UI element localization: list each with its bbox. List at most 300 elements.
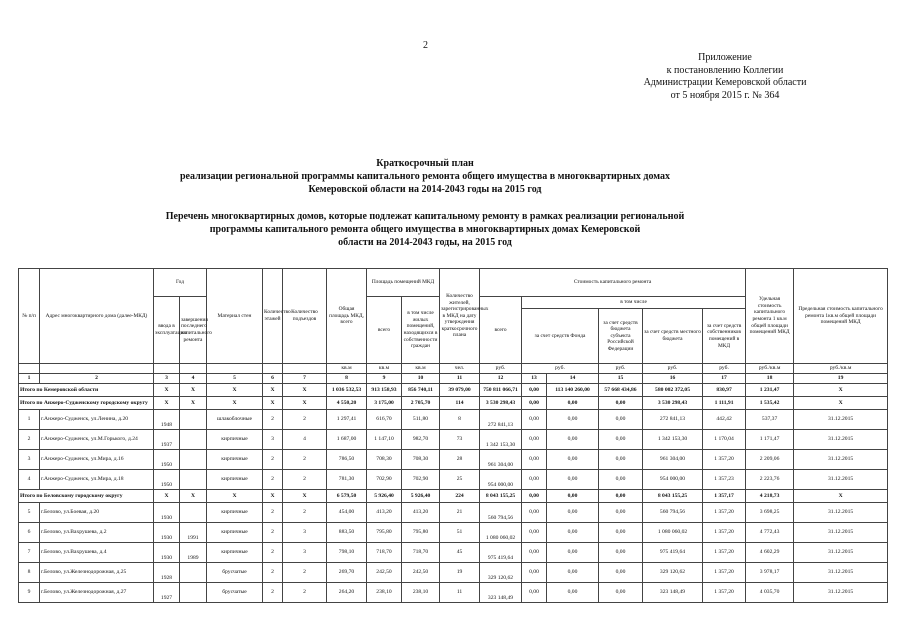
row-cell: 31.12.2015	[794, 503, 888, 523]
row-cell: 961 304,00	[480, 450, 522, 470]
row-cell: 413,20	[402, 503, 440, 523]
summary-cell: 1 357,17	[703, 490, 746, 503]
unit-cell: руб.	[522, 364, 599, 374]
summary-row	[19, 384, 888, 397]
unit-cell: руб.	[703, 364, 746, 374]
row-cell: 31.12.2015	[794, 583, 888, 603]
row-cell: 4	[283, 430, 327, 450]
row-cell: 781,30	[327, 470, 367, 490]
summary-cell: 580 002 372,05	[643, 384, 703, 397]
row-cell: 1 357,20	[703, 450, 746, 470]
row-cell: 19	[440, 563, 480, 583]
row-cell	[180, 563, 207, 583]
row-cell: 4 035,70	[746, 583, 794, 603]
column-number: 18	[746, 374, 794, 384]
unit-cell: руб.	[599, 364, 643, 374]
summary-cell: X	[283, 397, 327, 410]
unit-cell: руб.	[480, 364, 522, 374]
header-unit-cost: Удельная стоимость капитального ремонта 1 кв.м общей площади помещений МКД	[746, 269, 794, 364]
header-address: Адрес многоквартирного дома (далее-МКД)	[40, 269, 154, 364]
column-number: 16	[643, 374, 703, 384]
row-cell: 708,30	[402, 450, 440, 470]
row-cell: 1 357,20	[703, 523, 746, 543]
row-cell: 511,80	[402, 410, 440, 430]
row-cell: 0,00	[547, 503, 599, 523]
row-cell: 0,00	[599, 523, 643, 543]
row-cell: 31.12.2015	[794, 470, 888, 490]
row-cell: 1 170,04	[703, 430, 746, 450]
subtitle-line: области на 2014-2043 годы, на 2015 год	[338, 237, 512, 248]
row-cell: 329 120,62	[643, 563, 703, 583]
header-year-repair: завершения последнего капитального ремонта	[180, 297, 207, 364]
title-line: Краткосрочный план	[376, 158, 474, 169]
column-number: 3	[154, 374, 180, 384]
column-number: 13	[522, 374, 547, 384]
row-number: 2	[19, 430, 40, 450]
subtitle-line: Перечень многоквартирных домов, которые подлежат капитальному ремонту в рамках реализации региональной	[165, 211, 685, 222]
row-cell: 3 978,17	[746, 563, 794, 583]
summary-cell: 3 530 298,43	[480, 397, 522, 410]
row-cell: 2	[263, 450, 283, 470]
row-cell: 31.12.2015	[794, 450, 888, 470]
table-row	[19, 430, 888, 450]
row-cell: 0,00	[547, 583, 599, 603]
summary-cell: 113 140 260,00	[547, 384, 599, 397]
annex-block	[600, 52, 850, 102]
header-premises-area: Площадь помещений МКД	[367, 269, 440, 297]
summary-cell: 750 811 066,71	[480, 384, 522, 397]
summary-cell: 0,00	[599, 397, 643, 410]
row-address: г.Анжеро-Судженск, ул.Мира, д.16	[40, 450, 154, 470]
row-cell: 708,30	[367, 450, 402, 470]
row-cell: брусчатые	[207, 563, 263, 583]
row-cell: 238,10	[367, 583, 402, 603]
row-cell: 1950	[154, 470, 180, 490]
row-cell: 795,80	[402, 523, 440, 543]
header-floors: Количество этажей	[263, 269, 283, 364]
row-cell: 883,50	[327, 523, 367, 543]
row-cell: 1 357,20	[703, 543, 746, 563]
row-number: 6	[19, 523, 40, 543]
row-cell: 2	[283, 470, 327, 490]
annex-line: от 5 ноября 2015 г. № 364	[670, 89, 780, 101]
summary-cell: X	[180, 490, 207, 503]
row-cell: кирпичные	[207, 450, 263, 470]
summary-cell: 4 550,20	[327, 397, 367, 410]
summary-cell: X	[154, 490, 180, 503]
row-number: 8	[19, 563, 40, 583]
row-cell: 2	[263, 503, 283, 523]
summary-label: Итого по Кемеровской области	[19, 384, 154, 397]
row-cell: 2	[263, 523, 283, 543]
row-cell: 2	[263, 543, 283, 563]
row-address: г.Анжеро-Судженск, ул.Ленина, д.20	[40, 410, 154, 430]
row-cell: 0,00	[547, 543, 599, 563]
summary-cell: 1 111,91	[703, 397, 746, 410]
row-cell: 73	[440, 430, 480, 450]
row-cell: 1 687,00	[327, 430, 367, 450]
row-cell: 1930	[154, 523, 180, 543]
row-cell: 1991	[180, 523, 207, 543]
row-cell: 0,00	[522, 583, 547, 603]
summary-cell: 3 175,00	[367, 397, 402, 410]
column-number: 9	[367, 374, 402, 384]
row-cell: 1989	[180, 543, 207, 563]
summary-cell: X	[154, 384, 180, 397]
row-cell: 2 223,76	[746, 470, 794, 490]
row-cell: 0,00	[522, 523, 547, 543]
row-cell: 1 357,20	[703, 503, 746, 523]
summary-cell: 1 036 532,53	[327, 384, 367, 397]
summary-cell: X	[207, 490, 263, 503]
summary-cell: 114	[440, 397, 480, 410]
summary-cell: X	[180, 384, 207, 397]
page-number: 2	[423, 40, 428, 51]
row-cell: кирпичные	[207, 543, 263, 563]
document-subtitle	[100, 210, 750, 249]
column-number: 6	[263, 374, 283, 384]
row-number: 9	[19, 583, 40, 603]
row-cell: 0,00	[547, 563, 599, 583]
document-title	[100, 157, 750, 196]
row-cell	[180, 450, 207, 470]
row-cell: 0,00	[522, 430, 547, 450]
summary-cell: 8 043 155,25	[480, 490, 522, 503]
column-number: 14	[547, 374, 599, 384]
row-address: г.Анжеро-Судженск, ул.М.Горького, д.24	[40, 430, 154, 450]
row-cell: 31.12.2015	[794, 410, 888, 430]
row-cell: 454,00	[327, 503, 367, 523]
row-cell: 0,00	[547, 450, 599, 470]
row-cell: 0,00	[547, 410, 599, 430]
row-address: г.Белово, ул.Боевая, д.20	[40, 503, 154, 523]
row-cell: 323 148,49	[480, 583, 522, 603]
summary-cell: X	[207, 397, 263, 410]
unit-cell: руб.	[643, 364, 703, 374]
summary-cell: 0,00	[599, 490, 643, 503]
summary-cell: X	[794, 384, 888, 397]
row-cell: 2	[283, 563, 327, 583]
summary-label: Итого по Беловскому городскому округу	[19, 490, 154, 503]
row-cell: 795,80	[367, 523, 402, 543]
row-cell: 0,00	[547, 523, 599, 543]
row-cell: 2	[263, 470, 283, 490]
header-residents: Количество жителей, зарегистрированных в МКД на дату утверждения краткосрочного плана	[440, 269, 480, 364]
row-cell: 323 148,49	[643, 583, 703, 603]
row-cell: 0,00	[522, 503, 547, 523]
row-cell: 272 841,13	[480, 410, 522, 430]
unit-cell: чел.	[440, 364, 480, 374]
row-number: 7	[19, 543, 40, 563]
header-cost: Стоимость капитального ремонта	[480, 269, 746, 297]
row-cell: 1 171,47	[746, 430, 794, 450]
table-row	[19, 523, 888, 543]
summary-cell: 5 926,40	[367, 490, 402, 503]
row-cell: 31.12.2015	[794, 563, 888, 583]
title-line: реализации региональной программы капитального ремонта общего имущества в многоквартирных домах	[179, 171, 671, 182]
row-cell: 560 794,56	[480, 503, 522, 523]
row-cell: 0,00	[522, 450, 547, 470]
row-cell: 3	[263, 430, 283, 450]
column-number: 8	[327, 374, 367, 384]
row-cell: 1 080 060,02	[480, 523, 522, 543]
title-line: Кемеровской области на 2014-2043 годы на 2015 год	[308, 184, 542, 195]
row-cell: 413,20	[367, 503, 402, 523]
row-cell: 0,00	[599, 543, 643, 563]
column-number: 10	[402, 374, 440, 384]
summary-cell: 8 043 155,25	[643, 490, 703, 503]
row-cell: 1930	[154, 543, 180, 563]
row-address: г.Белово, ул.Вахрушева, д.4	[40, 543, 154, 563]
row-cell: 954 000,00	[643, 470, 703, 490]
row-cell: кирпичные	[207, 470, 263, 490]
row-cell: 31.12.2015	[794, 543, 888, 563]
row-cell: 1 357,20	[703, 583, 746, 603]
row-cell: 2	[283, 410, 327, 430]
row-cell: 982,70	[402, 430, 440, 450]
summary-cell: 913 158,93	[367, 384, 402, 397]
summary-cell: X	[263, 490, 283, 503]
annex-line: Приложение	[698, 52, 752, 63]
row-address: г.Белово, ул.Вахрушева, д.2	[40, 523, 154, 543]
row-cell: 242,50	[402, 563, 440, 583]
row-cell: 2	[263, 583, 283, 603]
summary-cell: 1 535,42	[746, 397, 794, 410]
row-cell: 718,70	[367, 543, 402, 563]
summary-cell: X	[180, 397, 207, 410]
row-number: 3	[19, 450, 40, 470]
column-number: 12	[480, 374, 522, 384]
table-row	[19, 583, 888, 603]
row-cell: 242,50	[367, 563, 402, 583]
row-cell: 786,50	[327, 450, 367, 470]
row-cell: 51	[440, 523, 480, 543]
row-cell: 269,70	[327, 563, 367, 583]
header-year: Год	[154, 269, 207, 297]
row-cell: 1928	[154, 563, 180, 583]
summary-cell: 1 231,47	[746, 384, 794, 397]
row-cell: 0,00	[522, 563, 547, 583]
row-cell: 0,00	[599, 503, 643, 523]
column-number: 15	[599, 374, 643, 384]
column-number: 2	[40, 374, 154, 384]
row-cell: 2	[283, 503, 327, 523]
row-cell	[180, 410, 207, 430]
row-cell	[180, 583, 207, 603]
row-cell: 4 772,43	[746, 523, 794, 543]
header-cost-local: за счет средств местного бюджета	[643, 309, 703, 364]
row-cell: кирпичные	[207, 523, 263, 543]
row-cell: 1930	[154, 503, 180, 523]
row-cell: 0,00	[547, 470, 599, 490]
row-cell: 798,10	[327, 543, 367, 563]
header-cost-total: всего	[480, 297, 522, 364]
header-max-cost: Предельная стоимость капитального ремонта 1кв.м общей площади помещений МКД	[794, 269, 888, 364]
summary-cell: 0,00	[522, 397, 547, 410]
row-cell: 238,10	[402, 583, 440, 603]
row-cell: 1 342 153,30	[643, 430, 703, 450]
row-cell: 702,90	[402, 470, 440, 490]
column-number: 11	[440, 374, 480, 384]
summary-row	[19, 490, 888, 503]
row-cell: 31.12.2015	[794, 430, 888, 450]
row-cell: кирпичные	[207, 503, 263, 523]
row-number: 5	[19, 503, 40, 523]
row-cell: 0,00	[599, 563, 643, 583]
row-cell: 1 080 060,02	[643, 523, 703, 543]
subtitle-line: программы капитального ремонта общего имущества в многоквартирных домах Кемеровской	[209, 224, 641, 235]
row-cell: 8	[440, 410, 480, 430]
row-cell: 442,42	[703, 410, 746, 430]
row-cell: 264,20	[327, 583, 367, 603]
table-row	[19, 450, 888, 470]
row-cell: 0,00	[522, 410, 547, 430]
row-cell: 616,70	[367, 410, 402, 430]
summary-cell: 0,00	[522, 490, 547, 503]
row-cell: брусчатые	[207, 583, 263, 603]
row-cell: 329 120,62	[480, 563, 522, 583]
row-address: г.Белово, ул.Железнодорожная, д.25	[40, 563, 154, 583]
unit-cell: кв.м	[367, 364, 402, 374]
summary-cell: 6 579,50	[327, 490, 367, 503]
row-cell: 3	[283, 523, 327, 543]
annex-line: Администрации Кемеровской области	[643, 77, 807, 88]
row-cell: 0,00	[599, 410, 643, 430]
row-number: 1	[19, 410, 40, 430]
column-number: 19	[794, 374, 888, 384]
row-cell: 0,00	[522, 543, 547, 563]
row-cell	[180, 430, 207, 450]
row-cell: кирпичные	[207, 430, 263, 450]
header-entrances: Количество подъездов	[283, 269, 327, 364]
table-row	[19, 503, 888, 523]
row-cell: 2	[283, 583, 327, 603]
row-cell: 1 357,20	[703, 563, 746, 583]
row-cell: 45	[440, 543, 480, 563]
row-cell: 1948	[154, 410, 180, 430]
row-cell: 537,37	[746, 410, 794, 430]
row-cell: 1 357,23	[703, 470, 746, 490]
row-cell: 975 419,64	[480, 543, 522, 563]
row-cell: 0,00	[522, 470, 547, 490]
header-premises-residential: в том числе жилых помещений, находящихся в собственности граждан	[402, 297, 440, 364]
row-cell: 1950	[154, 450, 180, 470]
summary-cell: X	[263, 384, 283, 397]
summary-cell: 0,00	[547, 490, 599, 503]
summary-cell: 830,97	[703, 384, 746, 397]
row-cell: 2	[263, 410, 283, 430]
summary-cell: X	[207, 384, 263, 397]
row-cell: 961 304,00	[643, 450, 703, 470]
row-cell: 0,00	[599, 583, 643, 603]
summary-cell: X	[263, 397, 283, 410]
summary-cell: 5 926,40	[402, 490, 440, 503]
header-num: № п/п	[19, 269, 40, 364]
column-number: 4	[180, 374, 207, 384]
row-cell	[180, 470, 207, 490]
summary-cell: 0,00	[522, 384, 547, 397]
row-cell: 0,00	[599, 430, 643, 450]
table-row	[19, 563, 888, 583]
summary-cell: X	[794, 397, 888, 410]
summary-label: Итого по Анжеро-Судженскому городскому округу	[19, 397, 154, 410]
row-cell: 4 602,29	[746, 543, 794, 563]
summary-cell: 4 218,73	[746, 490, 794, 503]
row-cell: 718,70	[402, 543, 440, 563]
header-wall-material: Материал стен	[207, 269, 263, 364]
header-cost-incl: в том числе	[522, 297, 746, 309]
summary-cell: 39 079,00	[440, 384, 480, 397]
summary-cell: 57 668 434,86	[599, 384, 643, 397]
table-row	[19, 543, 888, 563]
header-total-area: Общая площадь МКД, всего	[327, 269, 367, 364]
row-cell: 11	[440, 583, 480, 603]
row-cell: 272 841,13	[643, 410, 703, 430]
row-cell: 702,90	[367, 470, 402, 490]
row-cell: 1 147,10	[367, 430, 402, 450]
unit-cell: кв.м	[402, 364, 440, 374]
row-cell: 1 342 153,30	[480, 430, 522, 450]
row-cell: 2 209,06	[746, 450, 794, 470]
unit-cell: кв.м	[327, 364, 367, 374]
row-cell: шлакоблочные	[207, 410, 263, 430]
column-number: 5	[207, 374, 263, 384]
row-address: г.Анжеро-Судженск, ул.Мира, д.18	[40, 470, 154, 490]
summary-cell: 224	[440, 490, 480, 503]
summary-cell: 3 530 298,43	[643, 397, 703, 410]
header-cost-owners: за счет средств собственников помещений в МКД	[703, 309, 746, 364]
summary-row	[19, 397, 888, 410]
repair-plan-table	[18, 268, 888, 603]
unit-cell: руб./кв.м	[746, 364, 794, 374]
header-premises-total: всего	[367, 297, 402, 364]
annex-line: к постановлению Коллегии	[666, 64, 784, 76]
column-number: 1	[19, 374, 40, 384]
row-cell: 1937	[154, 430, 180, 450]
header-cost-fund: за счет средств Фонда	[522, 309, 599, 364]
row-cell: 0,00	[547, 430, 599, 450]
row-number: 4	[19, 470, 40, 490]
summary-cell: 0,00	[547, 397, 599, 410]
row-cell: 2	[263, 563, 283, 583]
row-cell: 2	[283, 450, 327, 470]
column-number: 17	[703, 374, 746, 384]
summary-cell: X	[283, 384, 327, 397]
row-cell: 25	[440, 470, 480, 490]
row-address: г.Белово, ул.Железнодорожная, д.27	[40, 583, 154, 603]
row-cell: 0,00	[599, 450, 643, 470]
row-cell: 3	[283, 543, 327, 563]
row-cell: 560 794,56	[643, 503, 703, 523]
row-cell: 0,00	[599, 470, 643, 490]
summary-cell: X	[154, 397, 180, 410]
summary-cell: 2 705,70	[402, 397, 440, 410]
row-cell: 31.12.2015	[794, 523, 888, 543]
table-row	[19, 410, 888, 430]
row-cell: 28	[440, 450, 480, 470]
summary-cell: X	[794, 490, 888, 503]
unit-cell: руб./кв.м	[794, 364, 888, 374]
table-row	[19, 470, 888, 490]
summary-cell: X	[283, 490, 327, 503]
row-cell: 1 297,41	[327, 410, 367, 430]
row-cell: 3 698,25	[746, 503, 794, 523]
column-number: 7	[283, 374, 327, 384]
header-cost-subject: за счет средств бюджета субъекта Российской Федерации	[599, 309, 643, 364]
row-cell: 21	[440, 503, 480, 523]
row-cell: 975 419,64	[643, 543, 703, 563]
summary-cell: 856 740,11	[402, 384, 440, 397]
